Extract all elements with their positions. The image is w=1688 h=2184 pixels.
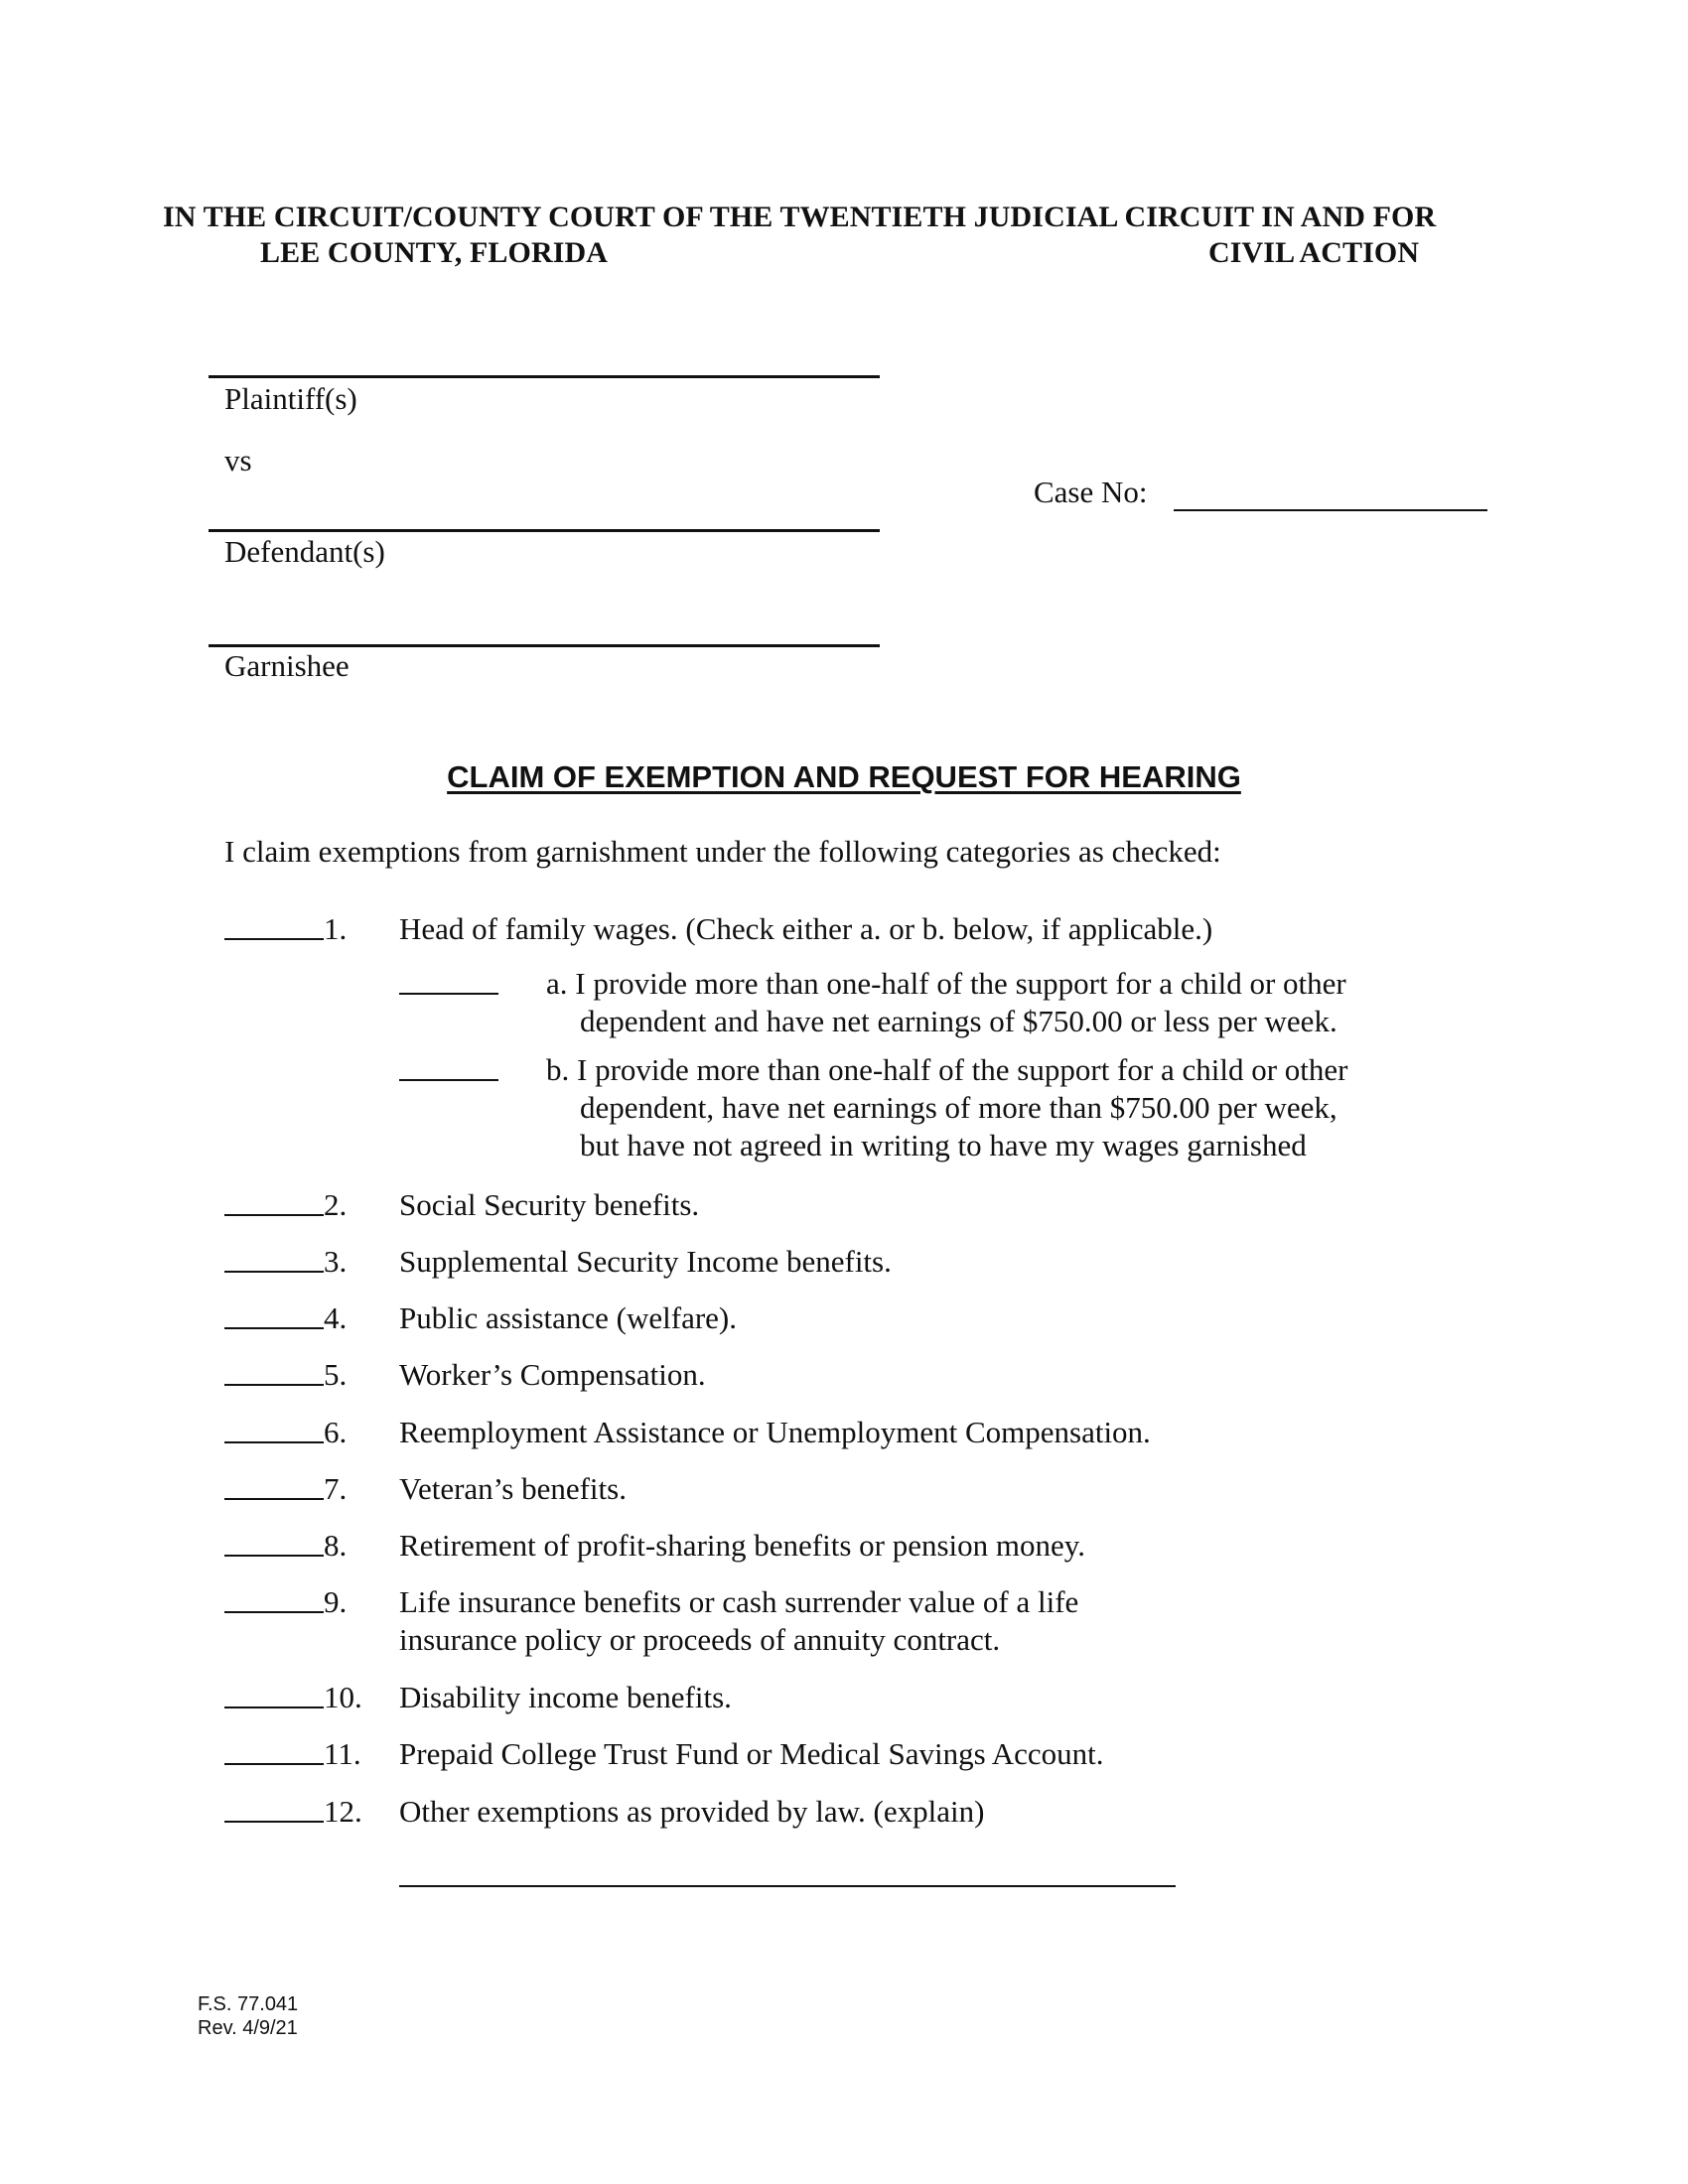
- sub-b-line-2: dependent, have net earnings of more than $750.00 per week,: [580, 1090, 1337, 1125]
- item-text: Public assistance (welfare).: [399, 1300, 738, 1335]
- vs-label: vs: [224, 443, 252, 478]
- item-number: 9.: [324, 1584, 348, 1619]
- exemption-9-check-blank[interactable]: [224, 1583, 324, 1613]
- other-exemption-explanation-field[interactable]: [399, 1885, 1176, 1887]
- garnishee-label: Garnishee: [224, 648, 350, 683]
- court-heading-county: LEE COUNTY, FLORIDA: [260, 236, 609, 269]
- item-text: Life insurance benefits or cash surrender value of a life: [399, 1584, 1079, 1619]
- exemption-sub-item-b: [399, 1051, 1348, 1162]
- item-number: 3.: [324, 1244, 348, 1279]
- item-number: 12.: [324, 1794, 362, 1829]
- exemption-4-check-blank[interactable]: [224, 1299, 324, 1329]
- sub-a-line-2: dependent and have net earnings of $750.00 or less per week.: [580, 1004, 1337, 1038]
- item-text: Prepaid College Trust Fund or Medical Savings Account.: [399, 1736, 1104, 1771]
- exemption-6-check-blank[interactable]: [224, 1414, 324, 1443]
- sub-a-line-1: a. I provide more than one-half of the support for a child or other: [546, 966, 1346, 1001]
- exemption-2-check-blank[interactable]: [224, 1186, 324, 1216]
- sub-a-check-blank[interactable]: [399, 965, 498, 995]
- court-heading-line-1: IN THE CIRCUIT/COUNTY COURT OF THE TWENTIETH JUDICIAL CIRCUIT IN AND FOR: [163, 201, 1437, 233]
- exemption-item-6: [224, 1414, 1151, 1452]
- item-text-continued: insurance policy or proceeds of annuity contract.: [399, 1622, 1001, 1657]
- exemption-item-12: [224, 1793, 985, 1832]
- garnishee-signature-line[interactable]: [209, 644, 880, 647]
- exemption-item-5: [224, 1356, 706, 1395]
- item-text: Other exemptions as provided by law. (explain): [399, 1794, 985, 1829]
- sub-b-line-1: b. I provide more than one-half of the support for a child or other: [546, 1052, 1348, 1087]
- exemption-item-8: [224, 1527, 1086, 1566]
- exemption-1-check-blank[interactable]: [224, 910, 324, 940]
- exemption-7-check-blank[interactable]: [224, 1470, 324, 1500]
- item-text: Reemployment Assistance or Unemployment Compensation.: [399, 1415, 1151, 1449]
- exemption-11-check-blank[interactable]: [224, 1735, 324, 1765]
- exemption-10-check-blank[interactable]: [224, 1679, 324, 1708]
- plaintiff-signature-line[interactable]: [209, 375, 880, 378]
- sub-b-check-blank[interactable]: [399, 1051, 498, 1081]
- exemption-12-check-blank[interactable]: [224, 1793, 324, 1823]
- exemption-item-2: [224, 1186, 700, 1225]
- form-title: CLAIM OF EXEMPTION AND REQUEST FOR HEARING: [447, 759, 1241, 794]
- exemption-item-4: [224, 1299, 738, 1338]
- exemption-item-9: [224, 1583, 1079, 1657]
- exemption-item-1: [224, 910, 1213, 949]
- item-number: 4.: [324, 1300, 348, 1335]
- exemption-5-check-blank[interactable]: [224, 1356, 324, 1386]
- item-text: Head of family wages. (Check either a. or b. below, if applicable.): [399, 911, 1213, 946]
- statute-reference: F.S. 77.041: [198, 1993, 299, 2015]
- item-text: Worker’s Compensation.: [399, 1357, 706, 1392]
- exemption-item-10: [224, 1679, 732, 1717]
- court-heading-action-type: CIVIL ACTION: [1208, 236, 1420, 269]
- plaintiff-label: Plaintiff(s): [224, 381, 357, 416]
- intro-text: I claim exemptions from garnishment under the following categories as checked:: [224, 834, 1221, 869]
- defendant-label: Defendant(s): [224, 534, 385, 569]
- item-text: Retirement of profit-sharing benefits or pension money.: [399, 1528, 1086, 1563]
- defendant-signature-line[interactable]: [209, 529, 880, 532]
- item-number: 11.: [324, 1736, 361, 1771]
- item-number: 5.: [324, 1357, 348, 1392]
- exemption-item-11: [224, 1735, 1104, 1774]
- item-text: Supplemental Security Income benefits.: [399, 1244, 892, 1279]
- item-number: 6.: [324, 1415, 348, 1449]
- case-number-label: Case No:: [1034, 475, 1148, 509]
- item-number: 7.: [324, 1471, 348, 1506]
- sub-b-line-3: but have not agreed in writing to have my wages garnished: [580, 1128, 1307, 1162]
- item-number: 1.: [324, 911, 348, 946]
- item-number: 8.: [324, 1528, 348, 1563]
- exemption-3-check-blank[interactable]: [224, 1243, 324, 1273]
- exemption-sub-item-a: [399, 965, 1346, 1038]
- case-number-field[interactable]: [1174, 509, 1487, 511]
- exemption-item-7: [224, 1470, 627, 1509]
- item-number: 10.: [324, 1680, 362, 1714]
- item-number: 2.: [324, 1187, 348, 1222]
- item-text: Disability income benefits.: [399, 1680, 732, 1714]
- exemption-item-3: [224, 1243, 892, 1282]
- exemption-8-check-blank[interactable]: [224, 1527, 324, 1557]
- item-text: Veteran’s benefits.: [399, 1471, 627, 1506]
- revision-date: Rev. 4/9/21: [198, 2017, 298, 2039]
- item-text: Social Security benefits.: [399, 1187, 700, 1222]
